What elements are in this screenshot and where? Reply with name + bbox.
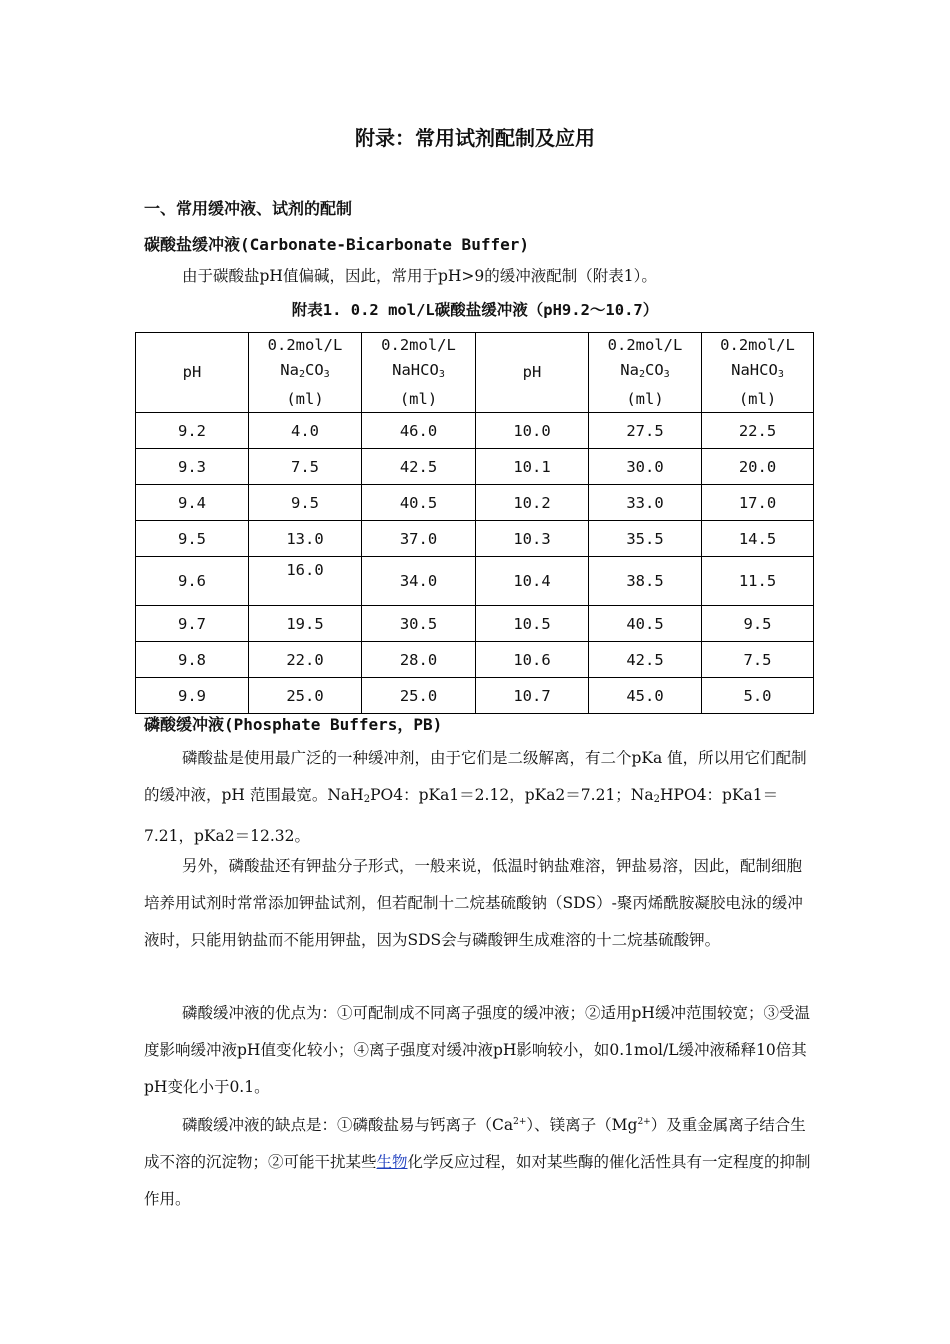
header-nahco3-formula: NaHCO$_3$ xyxy=(392,361,445,380)
header-unit: (ml) xyxy=(286,390,324,408)
header-nahco3-formula: NaHCO$_3$ xyxy=(731,361,784,380)
table-cell: 10.3 xyxy=(476,521,589,557)
header-conc: 0.2mol/L xyxy=(267,336,343,354)
table-cell: 10.2 xyxy=(476,485,589,521)
table-cell: 10.1 xyxy=(476,449,589,485)
carbonate-intro-text: 由于碳酸盐pH值偏碱，因此，常用于pH>9的缓冲液配制（附表1）。 xyxy=(182,267,657,285)
table-cell: 10.7 xyxy=(476,678,589,714)
header-unit: (ml) xyxy=(626,390,664,408)
table-cell: 17.0 xyxy=(702,485,814,521)
table-cell: 9.5 xyxy=(136,521,249,557)
phosphate-heading: 磷酸缓冲液(Phosphate Buffers，PB) xyxy=(144,715,443,734)
table-caption: 附表1. 0.2 mol/L碳酸盐缓冲液（pH9.2～10.7） xyxy=(291,301,659,319)
phosphate-paragraph-4: 磷酸缓冲液的缺点是：①磷酸盐易与钙离子$(Ca^{2+})$、镁离子$(Mg^{2+})$及重金属离子结合生成不溶的沉淀物；②可能干扰某些生物化学反应过程，如对某些酶的催化活性具有一定程度的抑制作用。 xyxy=(144,1116,811,1208)
table-row xyxy=(136,449,814,485)
table-cell: 14.5 xyxy=(702,521,814,557)
table-row xyxy=(136,557,814,606)
header-ph: pH xyxy=(136,333,249,413)
carbonate-heading: 碳酸盐缓冲液(Carbonate-Bicarbonate Buffer) xyxy=(144,235,529,254)
table-cell: 9.8 xyxy=(136,642,249,678)
phosphate-paragraph-1: 磷酸盐是使用最广泛的一种缓冲剂，由于它们是二级解离，有二个pKa 值，所以用它们配制的缓冲液，pH 范围最宽。NaH$_2$PO4：pKa1＝2.12，pKa2＝7.21；$Na_2HPO4$：pKa1＝7.21，pKa2＝12.32。 xyxy=(144,749,807,845)
table-header-row xyxy=(136,333,814,413)
table-cell: 45.0 xyxy=(589,678,702,714)
header-nahco3 xyxy=(702,333,814,413)
phosphate-paragraph-3: 磷酸缓冲液的优点为：①可配制成不同离子强度的缓冲液；②适用pH缓冲范围较宽；③受温度影响缓冲液pH值变化较小；④离子强度对缓冲液pH影响较小，如0.1mol/L缓冲液稀释10倍其pH变化小于0.1。 xyxy=(144,1004,810,1096)
table-row xyxy=(136,521,814,557)
biology-link[interactable]: 生物 xyxy=(376,1153,408,1171)
table-cell: 19.5 xyxy=(249,606,362,642)
table-cell: 9.5 xyxy=(249,485,362,521)
table-cell: 10.0 xyxy=(476,413,589,449)
header-na2co3-formula: $Na_2CO_3$ xyxy=(620,361,670,380)
header-na2co3 xyxy=(589,333,702,413)
table-cell: 10.5 xyxy=(476,606,589,642)
table-cell: 25.0 xyxy=(362,678,476,714)
table-cell: 35.5 xyxy=(589,521,702,557)
table-cell: 20.0 xyxy=(702,449,814,485)
header-conc: 0.2mol/L xyxy=(381,336,456,354)
table-cell: 25.0 xyxy=(249,678,362,714)
table-cell: 40.5 xyxy=(589,606,702,642)
table-cell: 10.4 xyxy=(476,557,589,606)
table-cell: 4.0 xyxy=(249,413,362,449)
table-cell: 9.5 xyxy=(702,606,814,642)
header-conc: 0.2mol/L xyxy=(607,336,683,354)
table-row xyxy=(136,485,814,521)
table-row xyxy=(136,413,814,449)
table-cell: 33.0 xyxy=(589,485,702,521)
table-cell: 5.0 xyxy=(702,678,814,714)
table-cell: 9.9 xyxy=(136,678,249,714)
header-na2co3-formula: $Na_2CO_3$ xyxy=(280,361,330,380)
table-cell: 28.0 xyxy=(362,642,476,678)
header-nahco3 xyxy=(362,333,476,413)
table-row xyxy=(136,678,814,714)
table-row xyxy=(136,606,814,642)
table-cell: 9.6 xyxy=(136,557,249,606)
table-cell: 27.5 xyxy=(589,413,702,449)
table-cell: 10.6 xyxy=(476,642,589,678)
table-cell: 22.5 xyxy=(702,413,814,449)
section-heading: 一、常用缓冲液、试剂的配制 xyxy=(144,199,353,218)
table-cell: 40.5 xyxy=(362,485,476,521)
table-cell: 11.5 xyxy=(702,557,814,606)
phosphate-paragraph-2: 另外，磷酸盐还有钾盐分子形式，一般来说，低温时钠盐难溶，钾盐易溶，因此，配制细胞培养用试剂时常常添加钾盐试剂，但若配制十二烷基硫酸钠（SDS）-聚丙烯酰胺凝胶电泳的缓冲液时，只能用钠盐而不能用钾盐，因为SDS会与磷酸钾生成难溶的十二烷基硫酸钾。 xyxy=(144,857,803,949)
table-row xyxy=(136,642,814,678)
table-cell: 34.0 xyxy=(362,557,476,606)
table-cell: 38.5 xyxy=(589,557,702,606)
header-unit: (ml) xyxy=(399,390,438,408)
table-cell: 16.0 xyxy=(249,557,362,606)
table-cell: 22.0 xyxy=(249,642,362,678)
table-cell: 7.5 xyxy=(702,642,814,678)
carbonate-intro xyxy=(144,258,814,295)
carbonate-buffer-table xyxy=(135,332,814,714)
header-unit: (ml) xyxy=(738,390,777,408)
header-conc: 0.2mol/L xyxy=(720,336,795,354)
page-title: 附录：常用试剂配制及应用 xyxy=(355,126,595,150)
table-cell: 13.0 xyxy=(249,521,362,557)
table-cell: 37.0 xyxy=(362,521,476,557)
table-cell: 42.5 xyxy=(362,449,476,485)
table-cell: 9.3 xyxy=(136,449,249,485)
table-cell: 42.5 xyxy=(589,642,702,678)
table-cell: 7.5 xyxy=(249,449,362,485)
table-cell: 30.5 xyxy=(362,606,476,642)
table-cell: 9.2 xyxy=(136,413,249,449)
table-cell: 46.0 xyxy=(362,413,476,449)
header-ph: pH xyxy=(476,333,589,413)
table-cell: 9.4 xyxy=(136,485,249,521)
header-na2co3 xyxy=(249,333,362,413)
table-cell: 9.7 xyxy=(136,606,249,642)
table-cell: 30.0 xyxy=(589,449,702,485)
